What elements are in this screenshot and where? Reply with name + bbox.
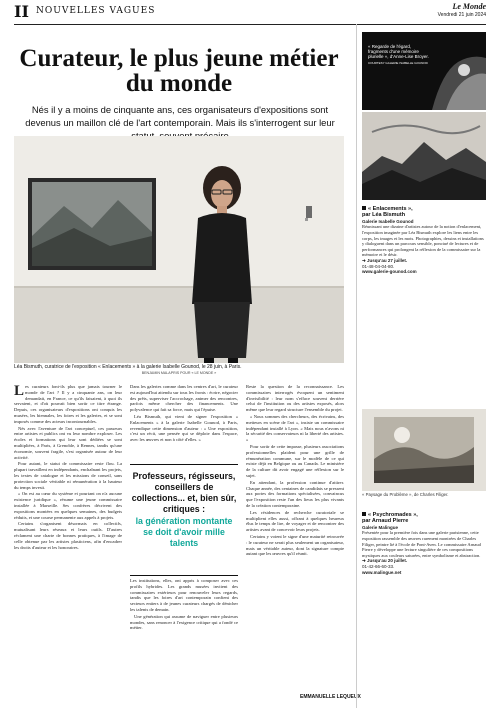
paragraph: Pour sortir de cette impasse, plusieurs associations professionnelles plaident pour une grille de rémunération commune, sur le modèle de ce qui existe déjà en Belgique ou au Canada. Le ministère de la culture dit avoir engagé une réflexion sur le sujet.: [246, 443, 344, 478]
paragraph: Une génération qui assume de naviguer entre plusieurs mondes, sans renoncer à l'exigence critique qui a fondé ce métier.: [130, 613, 238, 631]
review-2-title: « Psychromades »,: [362, 512, 486, 518]
article-photo: [14, 136, 344, 363]
paragraph: Reste la question de la reconnaissance. Les commissaires interrogés évoquent un sentiment d'invisibilité : leur nom s'efface souvent derrière celui de l'institution ou des artistes exposés, alors même que leur regard structure l'ensemble du projet.: [246, 384, 344, 413]
review-1-body: Réunissant une dizaine d'artistes autour de la notion d'enlacement, l'exposition imaginée par Léa Bismuth explore les liens entre les corps, les images et les mots. Photographies, dessins et installations y dialoguent dans un parcours sensible, ponctué de lectures et de performances qui prolongent la réflexion de la commissaire sur la mémoire et le désir.: [362, 224, 484, 258]
review-1-dates: ➜ Jusqu'au 27 juillet.: [362, 257, 408, 263]
review-1-phone: 01-48-04-04-80.: [362, 263, 395, 269]
paragraph: Léa Bismuth, qui vient de signer l'exposition « Enlacements » à la galerie Isabelle Gounod, à Paris, revendique cette dimension d'auteur : « Une exposition, c'est un récit, une pensée qui se déploie dans l'espace, avec les œuvres et non à côté d'elles. »: [130, 413, 238, 443]
paragraph: Les résidences de recherche curatoriale se multiplient elles aussi, offrant à quelques heureux élus le temps de lire, de voyager et de rencontrer des artistes avant de concevoir leurs projets.: [246, 509, 344, 533]
review-1-venue: Galerie Isabelle Gounod: [362, 218, 414, 224]
pull-quote-text: Professeurs, régisseurs, conseillers de collections... et, bien sûr, critiques :: [131, 471, 237, 514]
review-2-phone: 01-42-66-60-33.: [362, 563, 395, 569]
article-lead: Nés il y a moins de cinquante ans, ces organisateurs d'expositions sont devenus un maillon clé de l'art contemporain. Mais ils s'interrogent sur leur: [25, 104, 335, 128]
photo-caption: [14, 364, 344, 376]
artwork-image-3: [362, 409, 486, 491]
paragraph: Pour autant, le statut de commissaire reste flou. La plupart travaillent en indépendants, enchaînant les projets, les textes de catalogue et les missions de conseil, sans protection sociale véritable ni rémunération à la hauteur du temps investi.: [14, 461, 122, 490]
section-name: NOUVELLES VAGUES: [36, 6, 156, 16]
review-1-title: « Enlacements »,: [362, 206, 486, 212]
review-1-curator: par Léa Bismuth: [362, 212, 406, 219]
review-2-dates: ➜ Jusqu'au 20 juillet.: [362, 558, 408, 564]
drop-cap: L: [14, 384, 25, 399]
paragraph: Dans les galeries comme dans les centres d'art, le curateur est aujourd'hui attendu sur tous les fronts : écrire, négocier des prêts, superviser l'accrochage, animer des rencontres, parfois même chercher des financements. Une polyvalence qui fait sa force, mais qui l'épuise.: [130, 384, 238, 413]
paragraph: Certains s'organisent désormais en collectifs, mutualisant leurs réseaux et leurs outils. D'autres réclament une charte de bonnes pratiques, à l'image de celle obtenue par les artistes plasticiens, afin d'encadrer les droits d'auteur et les honoraires.: [14, 521, 122, 550]
paragraph: « Nous sommes des chercheurs, des écrivains, des metteurs en scène de l'art », insiste un commissaire indépendant installé à Lyon. « Mais nous n'avons ni la sécurité des conservateurs ni la liberté des artistes. »: [246, 413, 344, 443]
pull-quote: [130, 464, 238, 576]
bullet-square-icon: [362, 206, 366, 210]
artwork-2-graphic: [362, 112, 486, 200]
bullet-square-icon: [362, 512, 366, 516]
paragraph: Les institutions, elles, ont appris à composer avec ces profils hybrides. Les grands musées invitent des commissaires extérieurs pour renouveler leurs regards, tandis que les foires d'art contemporain confient des secteurs entiers à de jeunes curateurs chargés de dénicher les talents de demain.: [130, 578, 238, 612]
review-1-website[interactable]: www.galerie-gounod.com: [362, 269, 417, 275]
artwork-3-graphic: [362, 409, 486, 491]
article-title: Curateur, le plus jeune métier du monde: [19, 45, 339, 97]
artwork-image-1: [362, 32, 486, 110]
page-header: [14, 0, 486, 25]
artwork-image-2: [362, 112, 486, 200]
article-column-2-top: [130, 384, 238, 460]
artwork-3-caption: « Paysage du Problème », de Charles Filiger.: [362, 492, 449, 497]
photo-caption-text: Léa Bismuth, curatrice de l'exposition « Enlacements » à la galerie Isabelle Gounod, le 28 juin, à Paris.: [14, 364, 242, 370]
artwork-1-caption: « Regarde de l'égard, fragments d'une mémoire plurielle », d'Anne-Lise Broyer. COURTESY GALERIE ISABELLE GOUNOD: [368, 44, 429, 65]
paragraph: « On est au cœur du système et pourtant on n'a aucune existence juridique », résume une jeune commissaire installée à Marseille. Ses confrères décrivent des expositions montées en quelques semaines, des budgets réduits, et une course permanente aux appels à projets.: [14, 491, 122, 520]
paragraph: Les curateurs font-ils plus que jamais tourner le monde de l'art ? Il y a cinquante ans, on leur demandait, en France, ce qu'ils faisaient, à quoi ils servaient, et d'où pouvait bien sortir ce titre étrange. Depuis, ces organisateurs d'expositions ont conquis les musées, les biennales, les foires et les galeries, et se sont imposés comme des acteurs incontournables.: [14, 384, 122, 424]
artwork-1-credit: COURTESY GALERIE ISABELLE GOUNOD: [368, 60, 428, 65]
article-column-1: [14, 384, 122, 704]
paragraph: Certains y voient le signe d'une maturité retrouvée : le curateur ne serait plus seulement un organisateur, mais un véritable auteur, dont la signature compte autant que les œuvres qu'il réunit.: [246, 533, 344, 557]
review-2-body: Présentée pour la première fois dans une galerie parisienne, cette exposition rassemble des œuvres rarement montrées de Charles Filiger, peintre lié à l'école de Pont-Aven. Le commissaire Arnaud Pierre y développe une lecture singulière de ces compositions mystiques aux couleurs saturées, entre symbolisme et abstraction.: [362, 530, 481, 558]
article-column-3: [246, 384, 344, 690]
photo-credit: BENJAMIN MALAPRIS POUR « LE MONDE »: [141, 371, 217, 375]
photo-gallery-scene: [14, 136, 344, 363]
byline: EMMANUELLE LEQUEUX: [300, 694, 361, 700]
article-column-2-bottom: [130, 578, 238, 704]
review-2: [362, 512, 486, 704]
paragraph: Nés avec l'aventure de l'art conceptuel, ces passeurs entre artistes et publics ont vu leur nombre exploser. Les écoles et formations qui leur sont dédiées se sont multipliées, à Paris, à Grenoble, à Rennes, tandis qu'une économie, souvent fragile, s'est organisée autour de leur activité.: [14, 425, 122, 460]
review-2-website[interactable]: www.malingue.net: [362, 569, 402, 575]
review-1: [362, 206, 486, 402]
issue-date: Vendredi 21 juin 2024: [437, 12, 486, 18]
review-2-curator: par Arnaud Pierre: [362, 518, 409, 525]
newspaper-logo: Le Monde: [452, 2, 486, 11]
review-2-venue: Galerie Malingue: [362, 524, 399, 530]
page-number: II: [14, 2, 29, 21]
paragraph: En attendant, la profession continue d'attirer. Chaque année, des centaines de candidats se pressent aux portes des formations spécialisées, convaincus que l'exposition reste l'un des lieux les plus vivants de la création contemporaine.: [246, 479, 344, 508]
pull-quote-highlight: la génération montante se doit d'avoir mille talents: [135, 516, 233, 548]
